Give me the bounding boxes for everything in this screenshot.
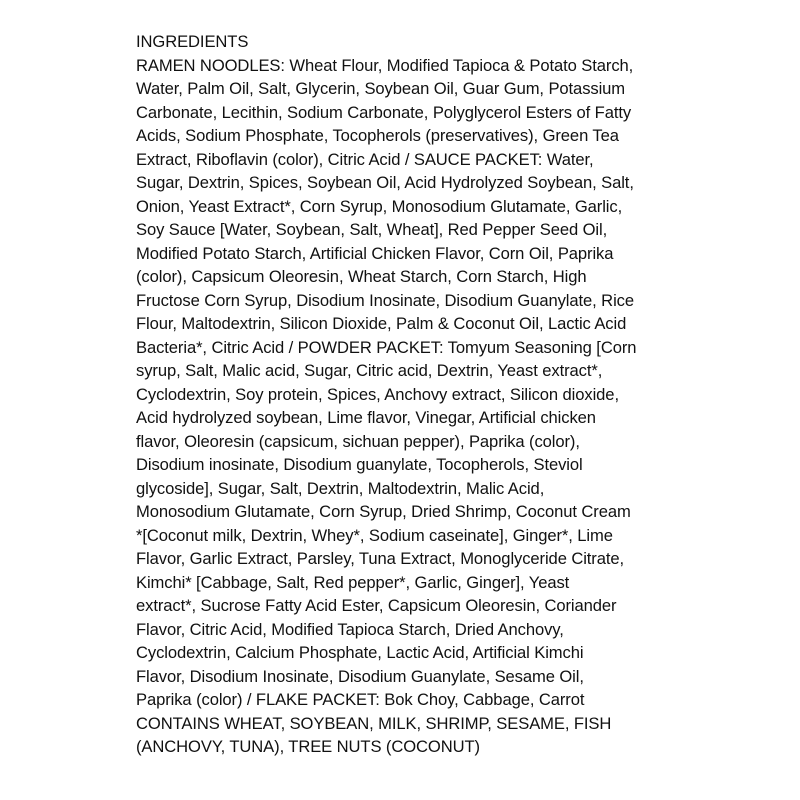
ingredients-heading: INGREDIENTS [136,32,249,51]
ingredient-line: Modified Potato Starch, Artificial Chicken Flavor, Corn Oil, Paprika [136,243,614,263]
ingredient-line: Monosodium Glutamate, Corn Syrup, Dried Shrimp, Coconut Cream [136,502,631,521]
ingredient-line: glycoside], Sugar, Salt, Dextrin, Maltodextrin, Malic Acid, [136,478,545,498]
ingredient-line: Sugar, Dextrin, Spices, Soybean Oil, Acid Hydrolyzed Soybean, Salt, [136,173,634,192]
ingredient-line: *[Coconut milk, Dextrin, Whey*, Sodium caseinate], Ginger*, Lime [136,525,613,545]
allergen-line: (ANCHOVY, TUNA), TREE NUTS (COCONUT) [136,737,480,756]
ingredient-line: Kimchi* [Cabbage, Salt, Red pepper*, Garlic, Ginger], Yeast [136,572,570,592]
ingredient-line: extract*, Sucrose Fatty Acid Ester, Capsicum Oleoresin, Coriander [136,596,617,615]
ingredient-line: flavor, Oleoresin (capsicum, sichuan pepper), Paprika (color), [136,431,580,451]
allergen-line: CONTAINS WHEAT, SOYBEAN, MILK, SHRIMP, SESAME, FISH [136,713,612,733]
ingredient-line: Acid hydrolyzed soybean, Lime flavor, Vinegar, Artificial chicken [136,408,596,427]
ingredient-line: Fructose Corn Syrup, Disodium Inosinate, Disodium Guanylate, Rice [136,290,634,310]
ingredient-line: Carbonate, Lecithin, Sodium Carbonate, Polyglycerol Esters of Fatty [136,102,632,122]
ingredient-line: Flour, Maltodextrin, Silicon Dioxide, Palm & Coconut Oil, Lactic Acid [136,314,627,333]
ingredient-line: syrup, Salt, Malic acid, Sugar, Citric acid, Dextrin, Yeast extract*, [136,361,603,380]
ingredient-line: Paprika (color) / FLAKE PACKET: Bok Choy, Cabbage, Carrot [136,690,585,709]
ingredient-line: Cyclodextrin, Calcium Phosphate, Lactic Acid, Artificial Kimchi [136,643,584,662]
ingredient-line: Flavor, Disodium Inosinate, Disodium Guanylate, Sesame Oil, [136,666,584,686]
ingredient-line: Acids, Sodium Phosphate, Tocopherols (preservatives), Green Tea [136,126,619,145]
ingredient-line: Disodium inosinate, Disodium guanylate, Tocopherols, Steviol [136,455,583,474]
ingredient-line: Cyclodextrin, Soy protein, Spices, Anchovy extract, Silicon dioxide, [136,384,619,404]
ingredients-label [136,30,676,759]
ingredient-line: Bacteria*, Citric Acid / POWDER PACKET: Tomyum Seasoning [Corn [136,337,637,357]
ingredient-line: Onion, Yeast Extract*, Corn Syrup, Monosodium Glutamate, Garlic, [136,196,623,216]
ingredient-line: (color), Capsicum Oleoresin, Wheat Starch, Corn Starch, High [136,267,587,286]
ingredient-line: RAMEN NOODLES: Wheat Flour, Modified Tapioca & Potato Starch, [136,55,634,75]
ingredient-line: Flavor, Citric Acid, Modified Tapioca Starch, Dried Anchovy, [136,619,564,639]
ingredient-line: Extract, Riboflavin (color), Citric Acid / SAUCE PACKET: Water, [136,149,594,169]
ingredient-line: Flavor, Garlic Extract, Parsley, Tuna Extract, Monoglyceride Citrate, [136,549,625,568]
ingredient-line: Water, Palm Oil, Salt, Glycerin, Soybean Oil, Guar Gum, Potassium [136,79,626,98]
ingredient-line: Soy Sauce [Water, Soybean, Salt, Wheat], Red Pepper Seed Oil, [136,220,608,239]
